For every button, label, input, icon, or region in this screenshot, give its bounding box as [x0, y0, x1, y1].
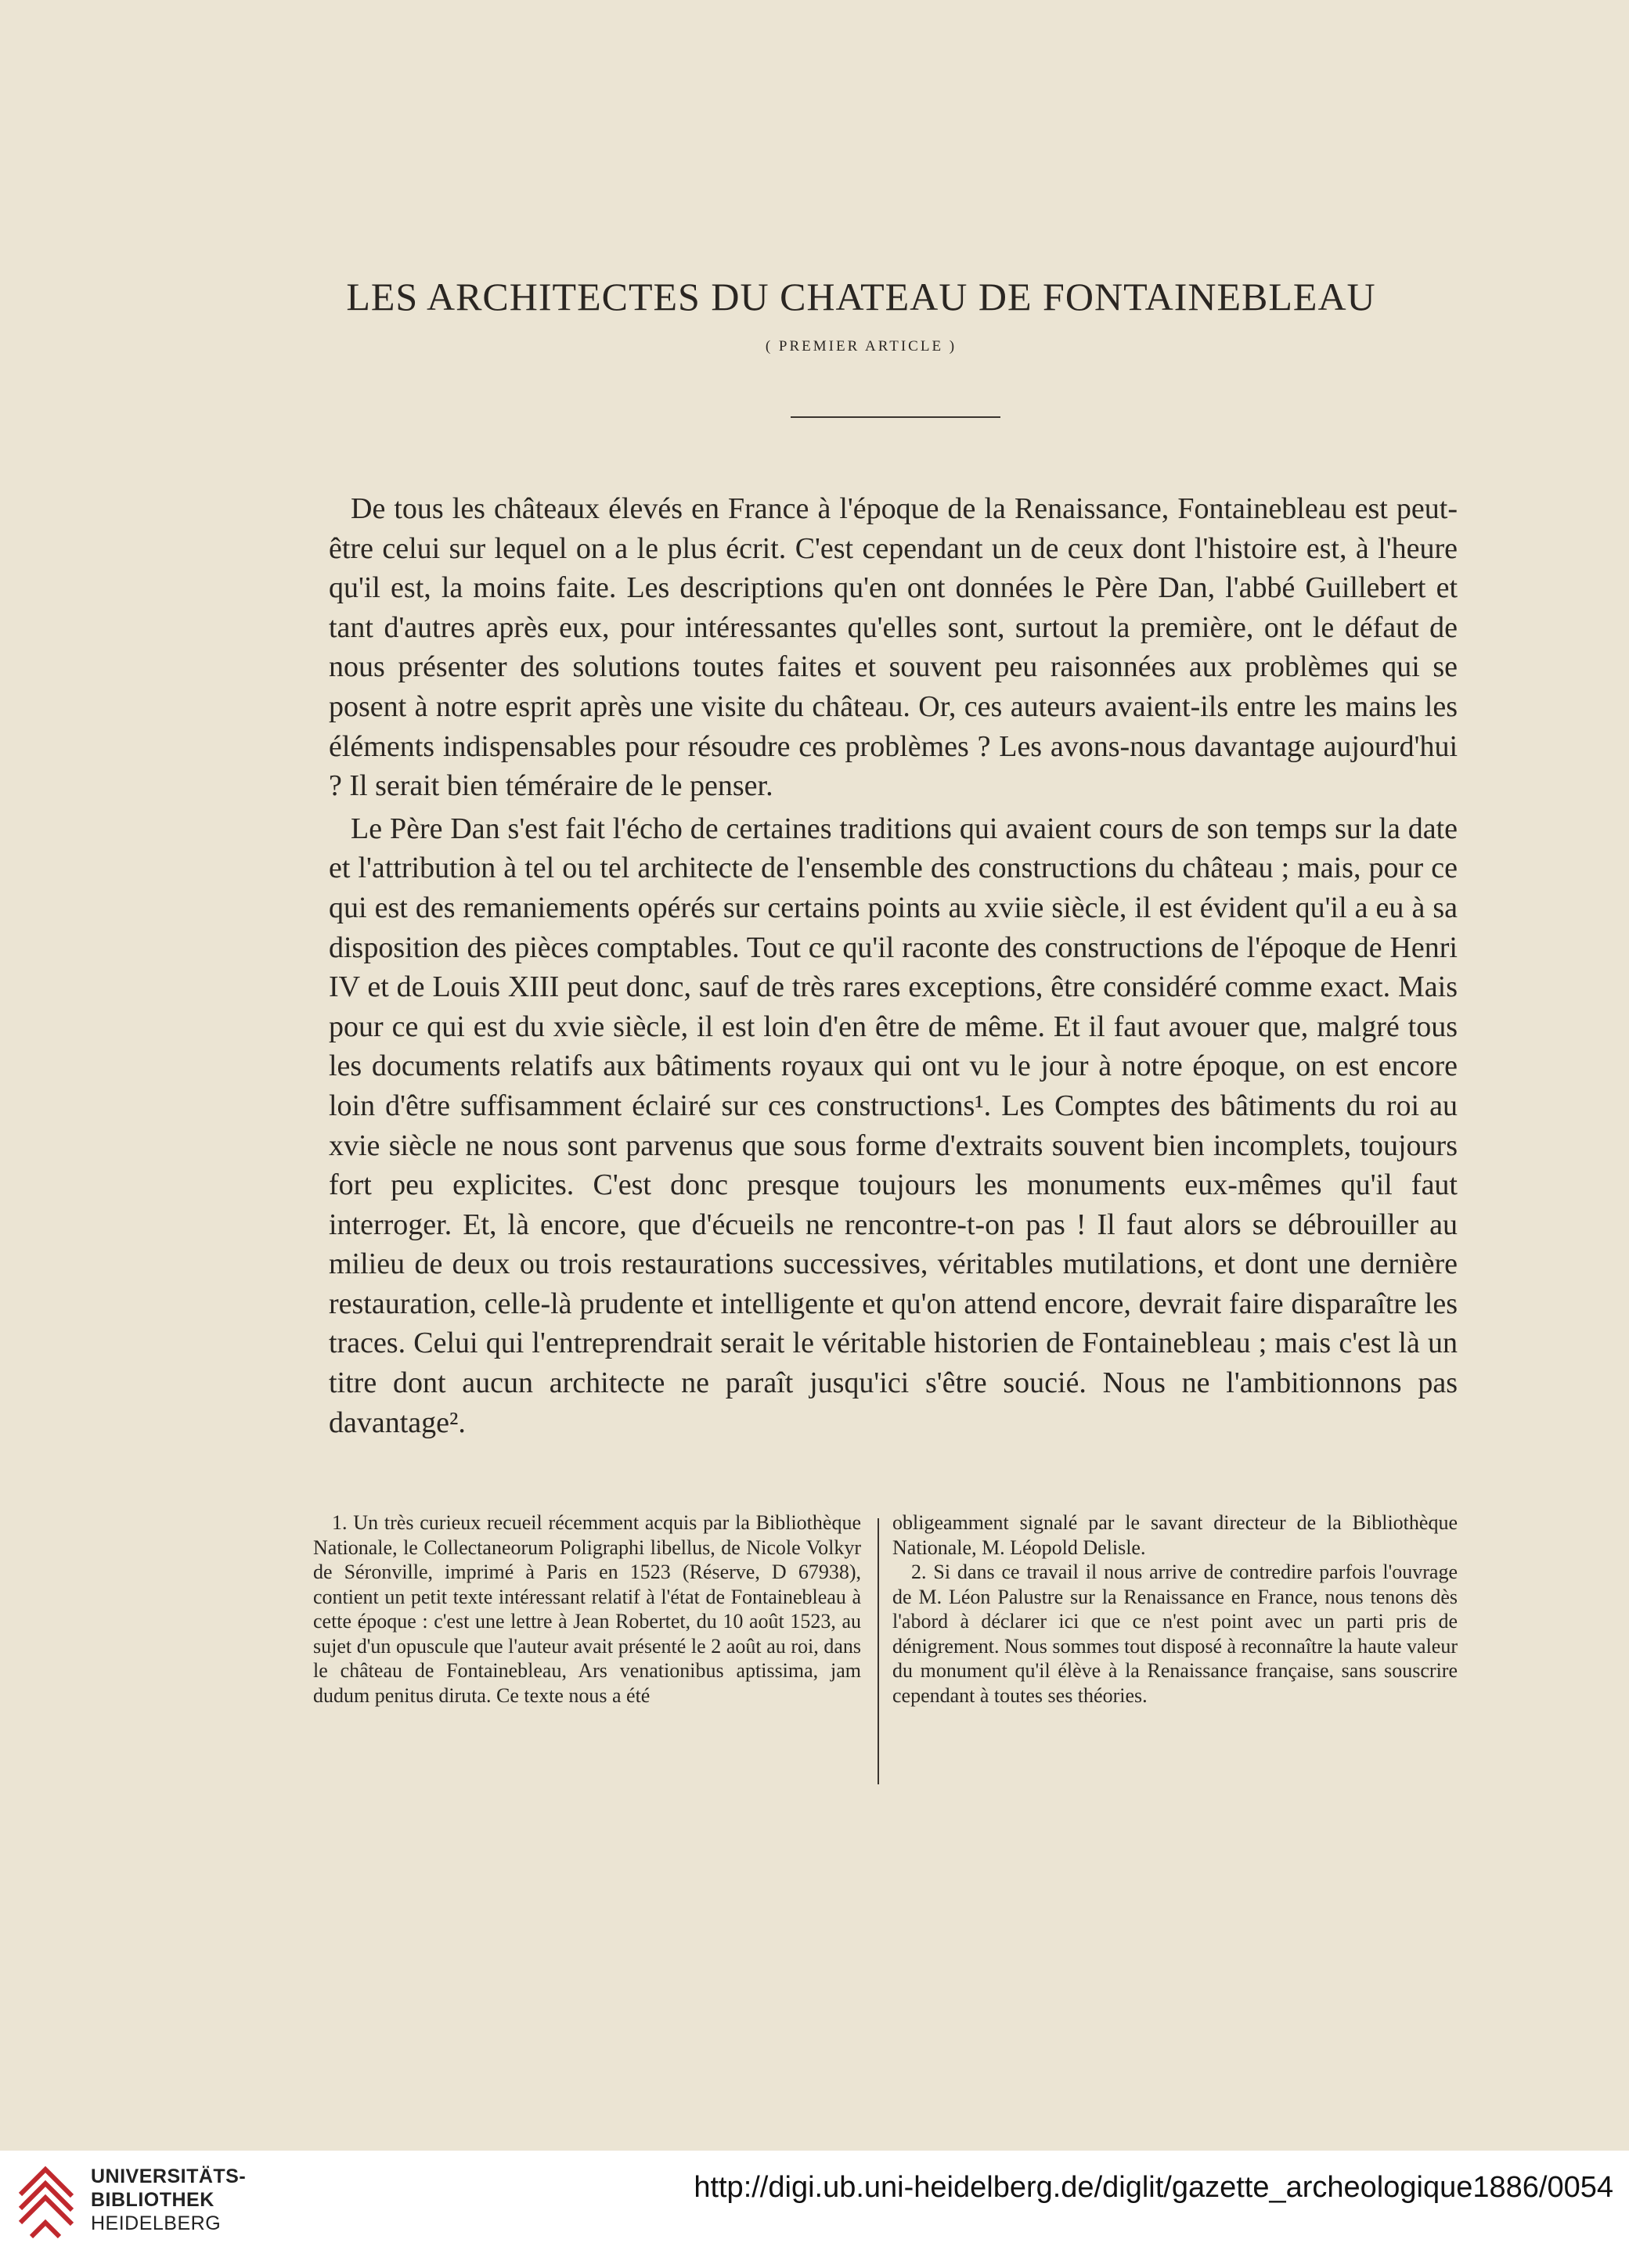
article-subtitle: ( PREMIER ARTICLE ): [765, 338, 957, 355]
footnote-1: 1. Un très curieux recueil récemment acquis par la Bibliothèque Nationale, le Collectaneorum Poligraphi libellus, de Nicole Volkyr de Séronville, imprimé à Paris en 1523 (Réserve, D 67938), contient un petit texte intéressant relatif à l'état de Fontainebleau à cette époque : c'est une lettre à Jean Robertet, du 10 août 1523, au sujet d'un opuscule que l'auteur avait présenté le 2 août au roi, dans le château de Fontainebleau, Ars venationibus aptissima, jam dudum penitus diruta. Ce texte nous a été: [313, 1511, 861, 1707]
library-logo-icon: [14, 2163, 78, 2251]
article-body: [329, 489, 1458, 1442]
paragraph-2: Le Père Dan s'est fait l'écho de certaines traditions qui avaient cours de son temps sur la date et l'attribution à tel ou tel architecte de l'ensemble des constructions du château ; mais, pour ce qui est des remaniements opérés sur certains points au xviie siècle, il est évident qu'il a eu à sa disposition des pièces comptables. Tout ce qu'il raconte des constructions de l'époque de Henri IV et de Louis XIII peut donc, sauf de très rares exceptions, être considéré comme exact. Mais pour ce qui est du xvie siècle, il est loin d'en être de même. Et il faut avouer que, malgré tous les documents relatifs aux bâtiments royaux qui ont vu le jour à notre époque, on est encore loin d'être suffisamment éclairé sur ces constructions¹. Les Comptes des bâtiments du roi au xvie siècle ne nous sont parvenus que sous forme d'extraits souvent bien incomplets, toujours fort peu explicites. C'est donc presque toujours les monuments eux-mêmes qu'il faut interroger. Et, là encore, que d'écueils ne rencontre-t-on pas ! Il faut alors se débrouiller au milieu de deux ou trois restaurations successives, véritables mutilations, et dont une dernière restauration, celle-là prudente et intelligente et qu'on attend encore, devrait faire disparaître les traces. Celui qui l'entreprendrait serait le véritable historien de Fontainebleau ; mais c'est là un titre dont aucun architecte ne paraît jusqu'ici s'être soucié. Nous ne l'ambitionnons pas davantage².: [329, 812, 1458, 1439]
library-name: [91, 2165, 246, 2235]
library-name-line-1: UNIVERSITÄTS-: [91, 2165, 247, 2187]
footnote-1-continued: obligeamment signalé par le savant directeur de la Bibliothèque Nationale, M. Léopold Delisle.: [892, 1511, 1458, 1559]
library-name-line-2: BIBLIOTHEK: [91, 2189, 214, 2211]
article-title: LES ARCHITECTES DU CHATEAU DE FONTAINEBLEAU: [346, 275, 1376, 319]
title-rule: [791, 416, 1000, 418]
footnote-column-right: [892, 1510, 1458, 1708]
library-footer: [0, 2151, 1629, 2268]
library-name-line-3: HEIDELBERG: [91, 2212, 222, 2234]
footnote-divider: [878, 1518, 879, 1784]
footnote-2: 2. Si dans ce travail il nous arrive de contredire parfois l'ouvrage de M. Léon Palustre sur la Renaissance en France, nous tenons dès l'abord à déclarer ici que ce n'est point avec un parti pris de dénigrement. Nous sommes tout disposé à reconnaître la haute valeur du monument qu'il élève à la Renaissance française, sans souscrire cependant à toutes ses théories.: [892, 1561, 1458, 1707]
paragraph-1: De tous les châteaux élevés en France à l'époque de la Renaissance, Fontainebleau est peut-être celui sur lequel on a le plus écrit. C'est cependant un de ceux dont l'histoire est, à l'heure qu'il est, la moins faite. Les descriptions qu'en ont données le Père Dan, l'abbé Guillebert et tant d'autres après eux, pour intéressantes qu'elles sont, surtout la première, ont le défaut de nous présenter des solutions toutes faites et souvent peu raisonnées aux problèmes qui se posent à notre esprit après une visite du château. Or, ces auteurs avaient-ils entre les mains les éléments indispensables pour résoudre ces problèmes ? Les avons-nous davantage aujourd'hui ? Il serait bien téméraire de le penser.: [329, 492, 1458, 803]
permalink-url[interactable]: http://digi.ub.uni-heidelberg.de/diglit/gazette_archeologique1886/0054: [694, 2171, 1613, 2204]
footnote-column-left: [313, 1510, 861, 1708]
